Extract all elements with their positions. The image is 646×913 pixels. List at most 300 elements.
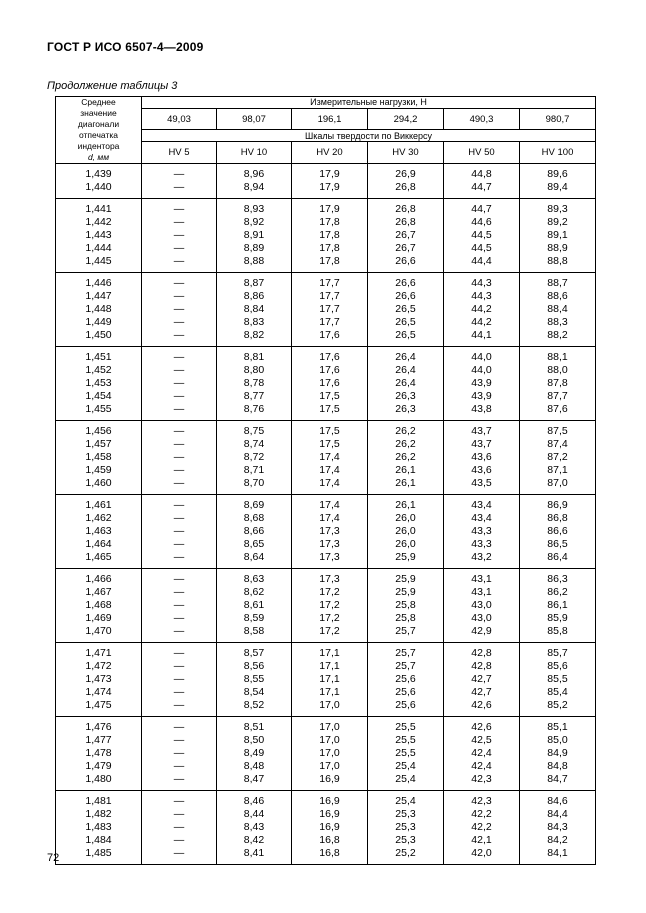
hardness-value: 42,8	[444, 643, 520, 661]
hardness-value: —	[142, 216, 217, 229]
hardness-value: 26,6	[368, 290, 444, 303]
hardness-value: —	[142, 451, 217, 464]
hardness-value: 16,8	[292, 834, 368, 847]
hardness-value: —	[142, 403, 217, 421]
hardness-value: 17,0	[292, 699, 368, 717]
table-row	[56, 451, 596, 464]
hardness-value: 25,3	[368, 808, 444, 821]
hardness-value: —	[142, 612, 217, 625]
hardness-value: 8,82	[217, 329, 292, 347]
hardness-value: 85,5	[520, 673, 596, 686]
hardness-value: 25,2	[368, 847, 444, 865]
table-row	[56, 643, 596, 661]
row-group	[56, 199, 596, 273]
load-value: 49,03	[142, 108, 217, 130]
hardness-value: 26,3	[368, 390, 444, 403]
hardness-value: 17,9	[292, 181, 368, 199]
hardness-value: 17,1	[292, 660, 368, 673]
diagonal-value: 1,476	[56, 717, 142, 735]
row-group	[56, 421, 596, 495]
hardness-value: 17,7	[292, 290, 368, 303]
loads-title-row	[56, 97, 596, 109]
hardness-value: 17,1	[292, 673, 368, 686]
hardness-value: 25,7	[368, 660, 444, 673]
hardness-value: 17,2	[292, 586, 368, 599]
diagonal-value: 1,462	[56, 512, 142, 525]
hardness-value: 86,4	[520, 551, 596, 569]
hardness-value: 25,6	[368, 699, 444, 717]
hardness-value: 87,6	[520, 403, 596, 421]
diagonal-value: 1,453	[56, 377, 142, 390]
hardness-value: —	[142, 569, 217, 587]
table-row	[56, 834, 596, 847]
hardness-value: 17,0	[292, 760, 368, 773]
hardness-value: 17,8	[292, 242, 368, 255]
hardness-value: 44,7	[444, 199, 520, 217]
table-row	[56, 316, 596, 329]
diagonal-value: 1,443	[56, 229, 142, 242]
hardness-value: —	[142, 625, 217, 643]
diagonal-value: 1,485	[56, 847, 142, 865]
hardness-value: 88,0	[520, 364, 596, 377]
hardness-value: 17,8	[292, 229, 368, 242]
hardness-value: 17,7	[292, 316, 368, 329]
hardness-value: 17,1	[292, 643, 368, 661]
hardness-value: 8,44	[217, 808, 292, 821]
table-row	[56, 625, 596, 643]
hardness-value: 85,7	[520, 643, 596, 661]
hardness-value: —	[142, 303, 217, 316]
hardness-value: 8,65	[217, 538, 292, 551]
table-row	[56, 512, 596, 525]
hardness-value: 86,5	[520, 538, 596, 551]
hardness-value: 17,4	[292, 512, 368, 525]
corner-header	[56, 97, 142, 164]
row-group	[56, 347, 596, 421]
scale-label: HV 5	[142, 142, 217, 164]
hardness-value: 8,41	[217, 847, 292, 865]
hardness-value: 26,2	[368, 438, 444, 451]
hardness-value: 85,9	[520, 612, 596, 625]
hardness-value: 84,9	[520, 747, 596, 760]
hardness-value: 8,78	[217, 377, 292, 390]
corner-header-line: значение	[80, 108, 117, 118]
diagonal-value: 1,482	[56, 808, 142, 821]
hardness-value: 84,1	[520, 847, 596, 865]
hardness-value: —	[142, 551, 217, 569]
hardness-value: 42,6	[444, 699, 520, 717]
hardness-value: 8,96	[217, 164, 292, 182]
table-row	[56, 181, 596, 199]
table-row	[56, 660, 596, 673]
hardness-value: 8,74	[217, 438, 292, 451]
hardness-value: —	[142, 808, 217, 821]
hardness-value: 44,6	[444, 216, 520, 229]
hardness-value: 25,7	[368, 625, 444, 643]
load-value: 98,07	[217, 108, 292, 130]
hardness-value: 17,9	[292, 199, 368, 217]
hardness-value: 88,4	[520, 303, 596, 316]
hardness-value: 25,8	[368, 612, 444, 625]
hardness-value: 85,8	[520, 625, 596, 643]
hardness-value: —	[142, 660, 217, 673]
hardness-value: 26,5	[368, 329, 444, 347]
hardness-value: 86,9	[520, 495, 596, 513]
hardness-value: 88,2	[520, 329, 596, 347]
diagonal-value: 1,452	[56, 364, 142, 377]
hardness-value: —	[142, 821, 217, 834]
hardness-value: 25,3	[368, 834, 444, 847]
diagonal-value: 1,446	[56, 273, 142, 291]
hardness-value: 8,55	[217, 673, 292, 686]
hardness-value: 84,8	[520, 760, 596, 773]
hardness-value: 17,0	[292, 747, 368, 760]
table-row	[56, 273, 596, 291]
hardness-value: 8,52	[217, 699, 292, 717]
hardness-value: 44,0	[444, 347, 520, 365]
diagonal-value: 1,473	[56, 673, 142, 686]
hardness-value: 8,70	[217, 477, 292, 495]
hardness-value: —	[142, 377, 217, 390]
hardness-value: —	[142, 699, 217, 717]
hardness-value: 26,7	[368, 229, 444, 242]
scale-label: HV 20	[292, 142, 368, 164]
diagonal-value: 1,458	[56, 451, 142, 464]
corner-header-line: отпечатка	[79, 130, 118, 140]
hardness-value: 26,6	[368, 273, 444, 291]
hardness-value: 43,5	[444, 477, 520, 495]
table-row	[56, 303, 596, 316]
hardness-value: 42,5	[444, 734, 520, 747]
hardness-value: 25,9	[368, 551, 444, 569]
hardness-value: —	[142, 586, 217, 599]
diagonal-value: 1,456	[56, 421, 142, 439]
hardness-value: 25,4	[368, 760, 444, 773]
hardness-value: 42,0	[444, 847, 520, 865]
table-caption: Продолжение таблицы 3	[47, 80, 178, 92]
diagonal-value: 1,457	[56, 438, 142, 451]
hardness-value: —	[142, 255, 217, 273]
diagonal-value: 1,465	[56, 551, 142, 569]
hardness-value: —	[142, 242, 217, 255]
hardness-value: 8,42	[217, 834, 292, 847]
table-row	[56, 242, 596, 255]
hardness-value: —	[142, 673, 217, 686]
hardness-value: —	[142, 229, 217, 242]
hardness-value: 86,3	[520, 569, 596, 587]
hardness-value: —	[142, 538, 217, 551]
hardness-value: —	[142, 847, 217, 865]
hardness-value: 17,6	[292, 364, 368, 377]
hardness-value: 8,93	[217, 199, 292, 217]
hardness-value: 26,1	[368, 464, 444, 477]
hardness-value: 88,6	[520, 290, 596, 303]
diagonal-value: 1,478	[56, 747, 142, 760]
hardness-value: —	[142, 834, 217, 847]
hardness-value: —	[142, 773, 217, 791]
table-row	[56, 229, 596, 242]
diagonal-value: 1,440	[56, 181, 142, 199]
hardness-value: —	[142, 525, 217, 538]
row-group	[56, 273, 596, 347]
hardness-value: 26,8	[368, 181, 444, 199]
hardness-value: —	[142, 791, 217, 809]
diagonal-value: 1,448	[56, 303, 142, 316]
hardness-value: 8,89	[217, 242, 292, 255]
hardness-value: 16,9	[292, 821, 368, 834]
row-group	[56, 164, 596, 199]
hardness-value: 43,3	[444, 538, 520, 551]
hardness-value: 43,6	[444, 464, 520, 477]
page-number: 72	[47, 852, 60, 864]
hardness-value: 44,8	[444, 164, 520, 182]
hardness-value: 8,94	[217, 181, 292, 199]
hardness-value: 42,9	[444, 625, 520, 643]
table-row	[56, 255, 596, 273]
hardness-value: 88,9	[520, 242, 596, 255]
hardness-value: 8,59	[217, 612, 292, 625]
hardness-value: 26,1	[368, 495, 444, 513]
hardness-value: 25,4	[368, 791, 444, 809]
hardness-value: 42,3	[444, 773, 520, 791]
hardness-value: 44,5	[444, 229, 520, 242]
scale-label: HV 10	[217, 142, 292, 164]
load-value: 196,1	[292, 108, 368, 130]
hardness-value: 26,8	[368, 216, 444, 229]
hardness-value: —	[142, 760, 217, 773]
hardness-value: 17,2	[292, 625, 368, 643]
diagonal-value: 1,454	[56, 390, 142, 403]
hardness-value: 16,9	[292, 773, 368, 791]
hardness-value: 8,62	[217, 586, 292, 599]
hardness-value: 43,9	[444, 390, 520, 403]
diagonal-value: 1,477	[56, 734, 142, 747]
corner-header-line: d, мм	[87, 152, 110, 162]
hardness-value: 44,2	[444, 303, 520, 316]
hardness-value: 8,88	[217, 255, 292, 273]
hardness-value: 17,7	[292, 273, 368, 291]
load-value: 294,2	[368, 108, 444, 130]
hardness-value: —	[142, 390, 217, 403]
table-row	[56, 438, 596, 451]
hardness-value: 88,8	[520, 255, 596, 273]
diagonal-value: 1,451	[56, 347, 142, 365]
hardness-value: 87,0	[520, 477, 596, 495]
hardness-value: 84,3	[520, 821, 596, 834]
hardness-value: 43,0	[444, 612, 520, 625]
table-row	[56, 199, 596, 217]
hardness-value: 8,71	[217, 464, 292, 477]
hardness-value: 8,47	[217, 773, 292, 791]
table-row	[56, 808, 596, 821]
hardness-value: 87,1	[520, 464, 596, 477]
hardness-value: 43,4	[444, 495, 520, 513]
hardness-value: 26,3	[368, 403, 444, 421]
diagonal-value: 1,475	[56, 699, 142, 717]
hardness-value: —	[142, 599, 217, 612]
hardness-value: 26,4	[368, 364, 444, 377]
hardness-value: 8,54	[217, 686, 292, 699]
hardness-value: 87,5	[520, 421, 596, 439]
hardness-value: —	[142, 164, 217, 182]
hardness-value: 17,6	[292, 377, 368, 390]
hardness-value: 42,7	[444, 673, 520, 686]
diagonal-value: 1,449	[56, 316, 142, 329]
table-row	[56, 847, 596, 865]
hardness-value: 85,4	[520, 686, 596, 699]
hardness-value: 8,64	[217, 551, 292, 569]
hardness-value: 85,1	[520, 717, 596, 735]
hardness-value: 17,3	[292, 525, 368, 538]
hardness-value: 43,1	[444, 569, 520, 587]
hardness-value: 8,83	[217, 316, 292, 329]
hardness-value: 44,2	[444, 316, 520, 329]
hardness-value: 43,6	[444, 451, 520, 464]
hardness-value: 87,2	[520, 451, 596, 464]
hardness-value: 44,5	[444, 242, 520, 255]
hardness-value: 17,5	[292, 421, 368, 439]
table-row	[56, 421, 596, 439]
hardness-value: 26,2	[368, 451, 444, 464]
hardness-value: —	[142, 495, 217, 513]
diagonal-value: 1,450	[56, 329, 142, 347]
diagonal-value: 1,455	[56, 403, 142, 421]
table-row	[56, 599, 596, 612]
hardness-value: 17,4	[292, 477, 368, 495]
diagonal-value: 1,459	[56, 464, 142, 477]
hardness-value: 43,7	[444, 438, 520, 451]
hardness-value: 42,2	[444, 808, 520, 821]
scales-header: Шкалы твердости по Виккерсу	[142, 130, 596, 142]
hardness-value: 25,6	[368, 686, 444, 699]
row-group	[56, 495, 596, 569]
hardness-value: 17,0	[292, 734, 368, 747]
hardness-value: 17,5	[292, 438, 368, 451]
hardness-value: 26,4	[368, 377, 444, 390]
diagonal-value: 1,445	[56, 255, 142, 273]
hardness-value: 44,0	[444, 364, 520, 377]
hardness-value: 42,2	[444, 821, 520, 834]
hardness-value: —	[142, 347, 217, 365]
hardness-value: 84,2	[520, 834, 596, 847]
hardness-value: 25,8	[368, 599, 444, 612]
document-title: ГОСТ Р ИСО 6507-4—2009	[47, 40, 204, 54]
table-row	[56, 477, 596, 495]
table-row	[56, 821, 596, 834]
hardness-value: 8,50	[217, 734, 292, 747]
diagonal-value: 1,464	[56, 538, 142, 551]
table-row	[56, 364, 596, 377]
hardness-value: 8,68	[217, 512, 292, 525]
hardness-value: 8,58	[217, 625, 292, 643]
table-row	[56, 329, 596, 347]
diagonal-value: 1,461	[56, 495, 142, 513]
hardness-value: 42,7	[444, 686, 520, 699]
corner-header-line: диагонали	[77, 119, 120, 129]
hardness-value: 87,4	[520, 438, 596, 451]
hardness-value: 26,8	[368, 199, 444, 217]
hardness-value: 8,91	[217, 229, 292, 242]
diagonal-value: 1,444	[56, 242, 142, 255]
scale-label: HV 30	[368, 142, 444, 164]
hardness-value: 8,48	[217, 760, 292, 773]
hardness-value: 44,1	[444, 329, 520, 347]
hardness-value: 17,6	[292, 329, 368, 347]
diagonal-value: 1,468	[56, 599, 142, 612]
table-row	[56, 495, 596, 513]
hardness-value: 16,9	[292, 808, 368, 821]
hardness-value: 44,3	[444, 273, 520, 291]
diagonal-value: 1,460	[56, 477, 142, 495]
hardness-value: 17,8	[292, 255, 368, 273]
hardness-value: 25,5	[368, 747, 444, 760]
table-row	[56, 717, 596, 735]
diagonal-value: 1,472	[56, 660, 142, 673]
hardness-value: 43,9	[444, 377, 520, 390]
hardness-value: —	[142, 316, 217, 329]
table-row	[56, 290, 596, 303]
table-row	[56, 216, 596, 229]
hardness-value: 42,4	[444, 760, 520, 773]
hardness-value: —	[142, 329, 217, 347]
hardness-value: —	[142, 734, 217, 747]
hardness-table	[55, 96, 596, 865]
hardness-value: —	[142, 464, 217, 477]
row-group	[56, 569, 596, 643]
diagonal-value: 1,442	[56, 216, 142, 229]
hardness-value: 17,3	[292, 551, 368, 569]
table-row	[56, 699, 596, 717]
hardness-value: 26,0	[368, 512, 444, 525]
hardness-value: 44,7	[444, 181, 520, 199]
diagonal-value: 1,439	[56, 164, 142, 182]
table-row	[56, 403, 596, 421]
scale-label: HV 100	[520, 142, 596, 164]
hardness-value: —	[142, 438, 217, 451]
hardness-value: 8,87	[217, 273, 292, 291]
hardness-value: 88,3	[520, 316, 596, 329]
hardness-value: 84,7	[520, 773, 596, 791]
hardness-value: 85,0	[520, 734, 596, 747]
table-row	[56, 164, 596, 182]
table-row	[56, 525, 596, 538]
hardness-value: 89,3	[520, 199, 596, 217]
hardness-value: 86,2	[520, 586, 596, 599]
hardness-value: 8,63	[217, 569, 292, 587]
hardness-value: 86,6	[520, 525, 596, 538]
hardness-value: —	[142, 717, 217, 735]
hardness-value: 8,51	[217, 717, 292, 735]
hardness-value: —	[142, 512, 217, 525]
hardness-value: 89,4	[520, 181, 596, 199]
hardness-value: —	[142, 747, 217, 760]
hardness-value: 8,81	[217, 347, 292, 365]
diagonal-value: 1,469	[56, 612, 142, 625]
hardness-value: 8,56	[217, 660, 292, 673]
table-row	[56, 673, 596, 686]
hardness-value: 8,61	[217, 599, 292, 612]
hardness-value: 26,6	[368, 255, 444, 273]
hardness-value: 89,2	[520, 216, 596, 229]
load-value: 980,7	[520, 108, 596, 130]
diagonal-value: 1,481	[56, 791, 142, 809]
loads-header: Измерительные нагрузки, Н	[142, 97, 596, 109]
table-row	[56, 760, 596, 773]
hardness-value: 17,4	[292, 451, 368, 464]
hardness-value: 17,2	[292, 612, 368, 625]
table-row	[56, 791, 596, 809]
corner-header-line: Среднее	[81, 97, 116, 107]
